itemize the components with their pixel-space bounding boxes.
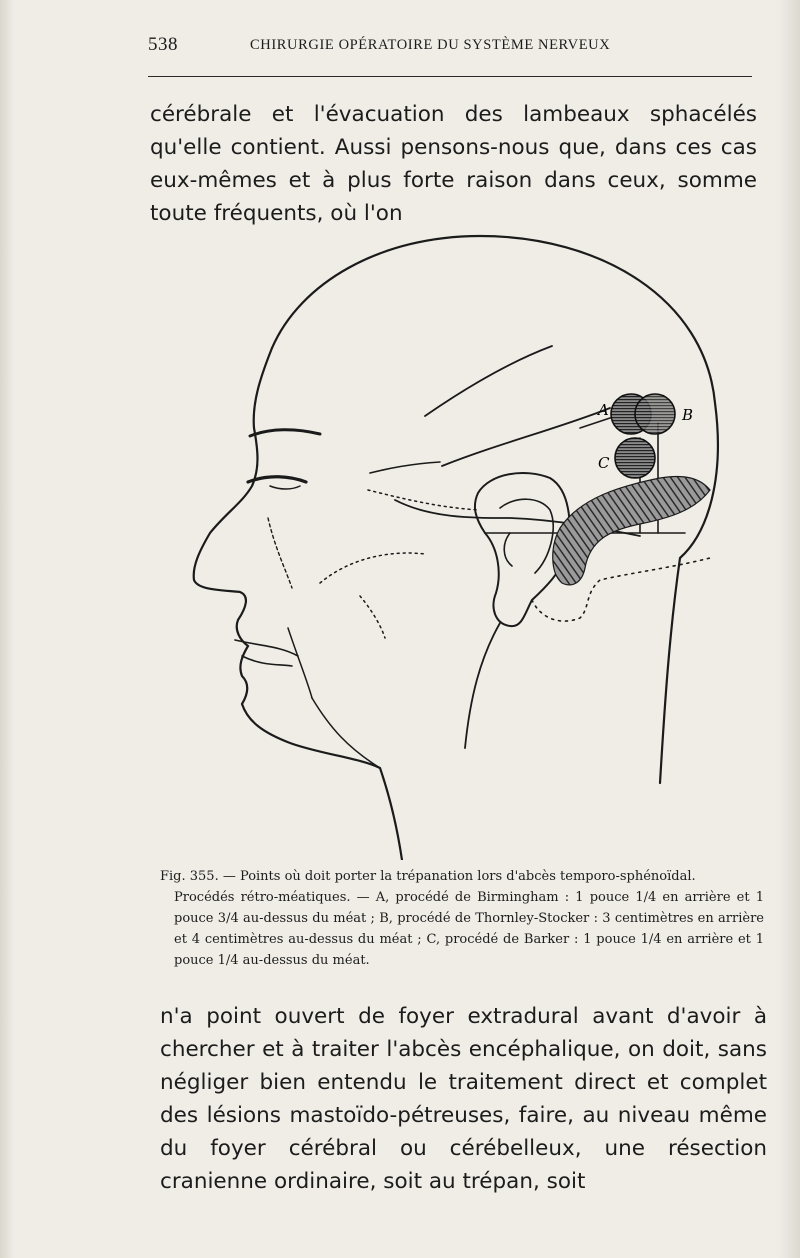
- figure-head-profile: [180, 228, 740, 860]
- trephine-point-c: [615, 438, 655, 478]
- caption-body: Procédés rétro-méatiques. — A, procédé de Birmingham : 1 pouce 1/4 en arrière et 1 pouce 3/4 au-dessus du méat ; B, procédé de Thornley-Stocker : 3 centimètres en arrière et 4 centimètres au-dessus du méat ; C, procédé de Barker : 1 pouce 1/4 en arrière et 1 pouce 1/4 au-dessus du méat.: [174, 890, 764, 968]
- running-head: [148, 34, 758, 58]
- head-profile-drawing: [180, 228, 740, 860]
- page-edge-shadow-left: [0, 0, 14, 1258]
- trephine-point-b: [635, 394, 675, 434]
- face-profile: [194, 348, 402, 860]
- figure-label-a: A: [598, 401, 609, 419]
- figure-label-b: B: [682, 406, 694, 424]
- figure-caption: [160, 866, 764, 971]
- header-title: CHIRURGIE OPÉRATOIRE DU SYSTÈME NERVEUX: [250, 37, 611, 53]
- body-text-bottom: n'a point ouvert de foyer extradural avant d'avoir à chercher et à traiter l'abcès encéphalique, on doit, sans négliger bien entendu le traitement direct et complet des lésions mastoïdo-pétreuses, faire, au niveau même du foyer cérébral ou cérébelleux, une résection cranienne ordinaire, soit au trépan, soit: [160, 1004, 767, 1194]
- temporal-lobe-band: [553, 477, 710, 585]
- header-rule: [148, 76, 752, 77]
- page-number: 538: [148, 34, 178, 55]
- body-text-top: cérébrale et l'évacuation des lambeaux sphacélés qu'elle contient. Aussi pensons-nous que, dans ces cas eux-mêmes et à plus forte raison dans ceux, somme toute fréquents, où l'on: [150, 102, 757, 226]
- figure-label-c: C: [598, 454, 610, 472]
- caption-line-1: Fig. 355. — Points où doit porter la trépanation lors d'abcès temporo-sphénoïdal.: [160, 869, 696, 884]
- page-edge-shadow-right: [778, 0, 800, 1258]
